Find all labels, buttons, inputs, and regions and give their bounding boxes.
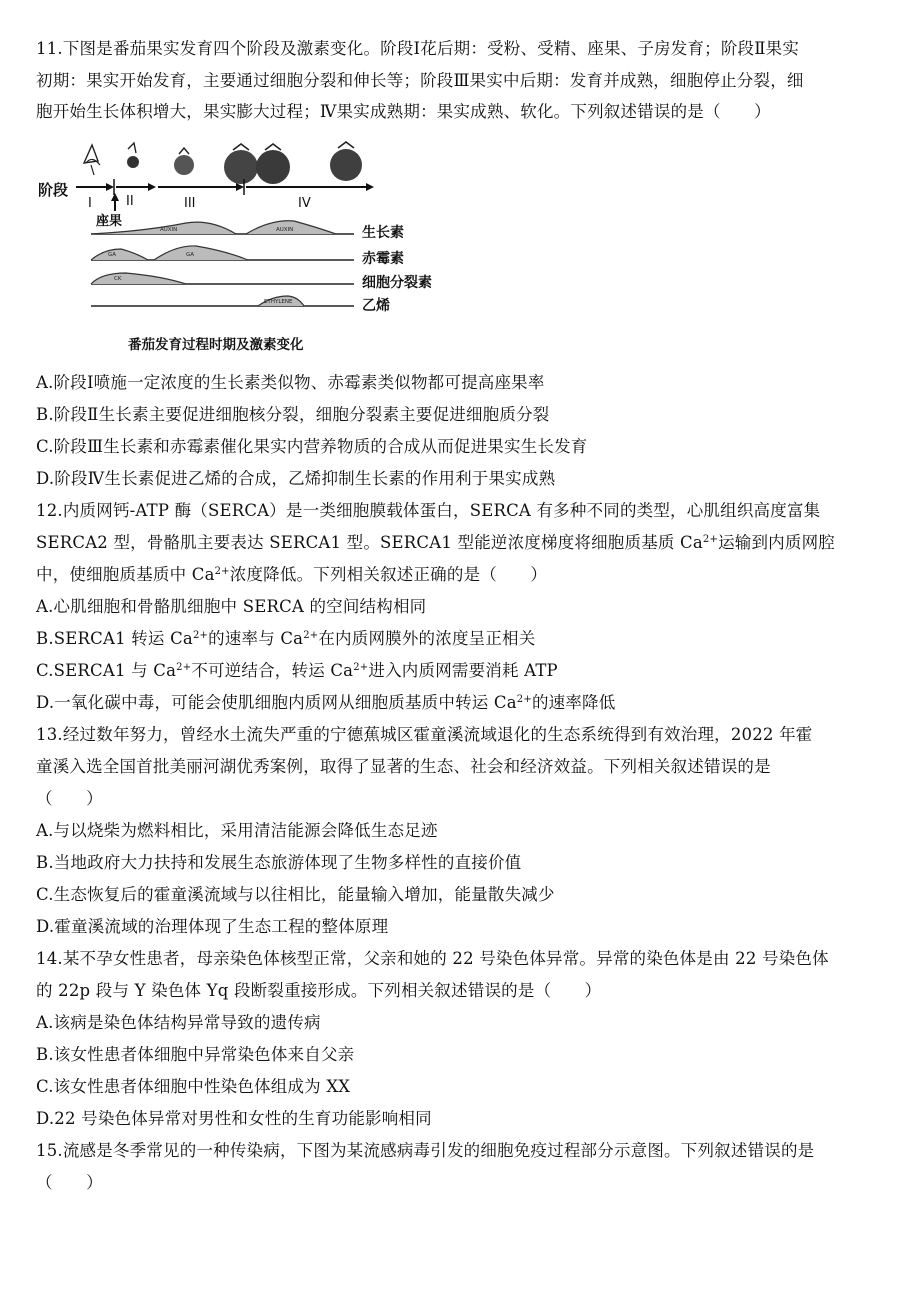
auxin-tag-2: AUXIN (276, 227, 294, 233)
q12-option-c-2: 不可逆结合，转运 Ca (191, 661, 354, 680)
stage-arrows (76, 179, 374, 195)
q12-stem-line-3-a: 中，使细胞质基质中 Ca (36, 565, 215, 584)
q11-option-a: A.阶段Ⅰ喷施一定浓度的生长素类似物、赤霉素类似物都可提高座果率 (36, 373, 545, 392)
ck-tag: CK (114, 276, 122, 282)
ethylene-tag: ETHYLENE (264, 299, 293, 305)
ripe-fruit-icons (224, 142, 362, 184)
figure-caption: 番茄发育过程时期及激素变化 (128, 337, 304, 353)
gibberellin-curve (91, 246, 354, 260)
q12-stem-line-2-a: SERCA2 型，骨骼肌主要表达 SERCA1 型。SERCA1 型能逆浓度梯度将细胞质基质 Ca (36, 533, 703, 552)
ga-tag-1: GA (108, 252, 117, 258)
stage-3-label: III (184, 196, 196, 211)
q15-stem-line-1: 15.流感是冬季常见的一种传染病，下图为某流感病毒引发的细胞免疫过程部分示意图。下列叙述错误的是 (36, 1141, 815, 1160)
stage-label: 阶段 (38, 181, 69, 199)
charge-sup: 2+ (192, 630, 209, 641)
q13-option-d: D.霍童溪流域的治理体现了生态工程的整体原理 (36, 917, 389, 936)
stage-2-label: II (126, 194, 134, 209)
q12-stem-line-3-b: 浓度降低。下列相关叙述正确的是（ ） (229, 565, 548, 584)
q11-option-b: B.阶段Ⅱ生长素主要促进细胞核分裂，细胞分裂素主要促进细胞质分裂 (36, 405, 550, 424)
q12-option-c-3: 进入内质网需要消耗 ATP (368, 661, 558, 680)
q11-option-c: C.阶段Ⅲ生长素和赤霉素催化果实内营养物质的合成从而促进果实生长发育 (36, 437, 588, 456)
ethylene-curve (91, 296, 354, 306)
q13-stem-line-3: （ ） (36, 789, 103, 808)
charge-sup: 2+ (702, 534, 719, 545)
q14-option-c: C.该女性患者体细胞中性染色体组成为 XX (36, 1077, 351, 1096)
q12-stem-line-3 (36, 564, 870, 586)
cytokinin-label: 细胞分裂素 (362, 275, 432, 291)
charge-sup: 2+ (353, 662, 369, 673)
q12-option-d (36, 692, 870, 714)
q12-stem-line-2-b: 运输到内质网腔 (718, 533, 835, 552)
q13-stem-line-1: 13.经过数年努力，曾经水土流失严重的宁德蕉城区霍童溪流域退化的生态系统得到有效治理，2022 年霍 (36, 725, 813, 744)
q12-option-c-1: C.SERCA1 与 Ca (36, 661, 177, 680)
q14-option-a: A.该病是染色体结构异常导致的遗传病 (36, 1013, 321, 1032)
stage-4-label: IV (298, 196, 311, 211)
q12-option-d-2: 的速率降低 (531, 693, 616, 712)
tomato-development-figure (36, 135, 456, 360)
cytokinin-curve (91, 273, 354, 284)
fruit-set-label: 座果 (96, 214, 123, 229)
charge-sup: 2+ (176, 662, 192, 673)
flower-icon (84, 145, 100, 175)
charge-sup: 2+ (303, 630, 319, 641)
medium-fruit-icon (174, 148, 194, 175)
q14-option-d: D.22 号染色体异常对男性和女性的生育功能影响相同 (36, 1109, 432, 1128)
ethylene-label: 乙烯 (362, 298, 390, 314)
q12-option-d-1: D.一氧化碳中毒，可能会使肌细胞内质网从细胞质基质中转运 Ca (36, 693, 517, 712)
charge-sup: 2+ (516, 694, 532, 705)
q14-option-b: B.该女性患者体细胞中异常染色体来自父亲 (36, 1045, 355, 1064)
ga-tag-2: GA (186, 252, 195, 258)
small-fruit-icon (127, 143, 139, 168)
q15-stem-line-2: （ ） (36, 1173, 103, 1192)
q11-stem-line-3: 胞开始生长体积增大，果实膨大过程；Ⅳ果实成熟期：果实成熟、软化。下列叙述错误的是（ ） (36, 102, 771, 121)
stage-1-label: I (88, 196, 92, 211)
q12-option-b-3: 在内质网膜外的浓度呈正相关 (318, 629, 536, 648)
fruit-set-arrow (111, 193, 119, 211)
q12-option-b-2: 的速率与 Ca (208, 629, 304, 648)
q13-option-b: B.当地政府大力扶持和发展生态旅游体现了生物多样性的直接价值 (36, 853, 522, 872)
q12-option-b-1: B.SERCA1 转运 Ca (36, 629, 193, 648)
q13-option-c: C.生态恢复后的霍童溪流域与以往相比，能量输入增加，能量散失减少 (36, 885, 555, 904)
auxin-tag-1: AUXIN (160, 227, 178, 233)
auxin-curve (91, 221, 354, 234)
q11-option-d: D.阶段Ⅳ生长素促进乙烯的合成，乙烯抑制生长素的作用利于果实成熟 (36, 469, 556, 488)
q12-stem-line-1: 12.内质网钙-ATP 酶（SERCA）是一类细胞膜载体蛋白，SERCA 有多种不同的类型，心肌组织高度富集 (36, 501, 821, 520)
q14-stem-line-1: 14.某不孕女性患者，母亲染色体核型正常，父亲和她的 22 号染色体异常。异常的染色体是由 22 号染色体 (36, 949, 829, 968)
q12-option-c (36, 660, 870, 682)
q11-stem-line-2: 初期：果实开始发育，主要通过细胞分裂和伸长等；阶段Ⅲ果实中后期：发育并成熟，细胞停止分裂，细 (36, 71, 804, 90)
q13-stem-line-2: 童溪入选全国首批美丽河湖优秀案例，取得了显著的生态、社会和经济效益。下列相关叙述错误的是 (36, 757, 771, 776)
q12-option-b (36, 628, 870, 650)
q12-option-a: A.心肌细胞和骨骼肌细胞中 SERCA 的空间结构相同 (36, 597, 427, 616)
q14-stem-line-2: 的 22p 段与 Y 染色体 Yq 段断裂重接形成。下列相关叙述错误的是（ ） (36, 981, 602, 1000)
q13-option-a: A.与以烧柴为燃料相比，采用清洁能源会降低生态足迹 (36, 821, 438, 840)
auxin-label: 生长素 (362, 225, 404, 241)
q11-stem-line-1: 11.下图是番茄果实发育四个阶段及激素变化。阶段Ⅰ花后期：受粉、受精、座果、子房发育；阶段Ⅱ果实 (36, 39, 800, 58)
charge-sup: 2+ (214, 566, 230, 577)
q12-stem-line-2 (36, 532, 870, 554)
gibberellin-label: 赤霉素 (362, 251, 404, 267)
